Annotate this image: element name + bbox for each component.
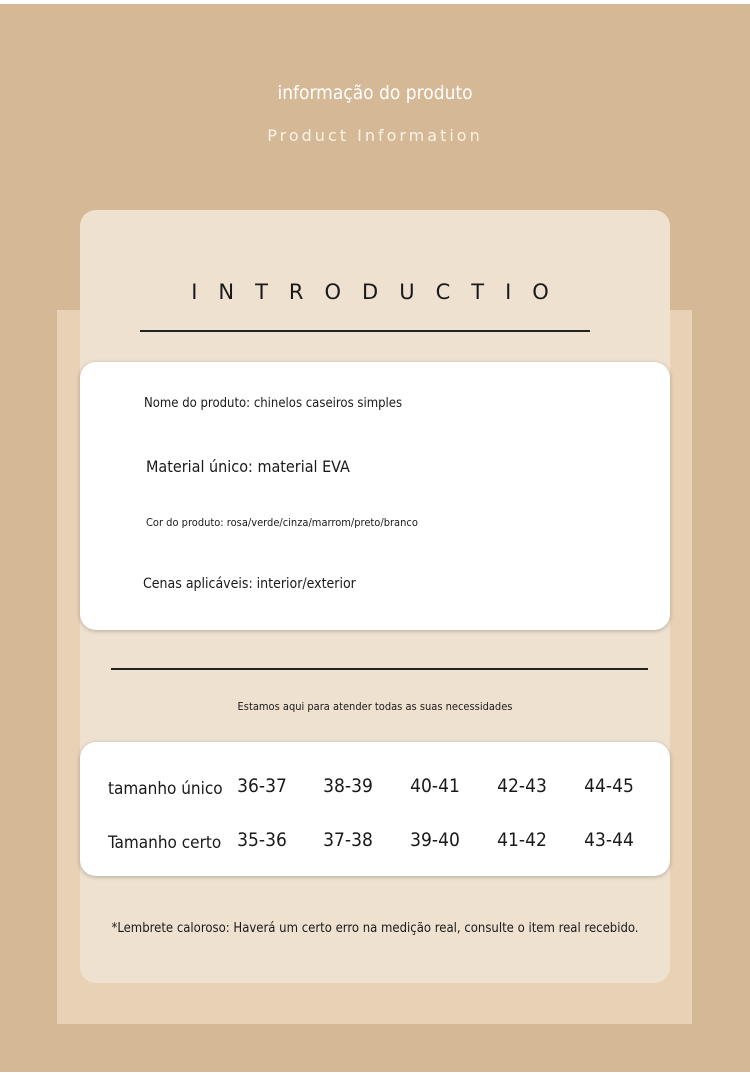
section-divider (111, 668, 648, 670)
title-portuguese: informação do produto (277, 82, 473, 104)
tagline: Estamos aqui para atender todas as suas necessidades (237, 700, 513, 713)
size-cell: 38-39 (323, 775, 373, 797)
size-cell: 40-41 (410, 775, 460, 797)
intro-divider (140, 330, 590, 332)
size-cell: 36-37 (237, 775, 287, 797)
size-cell: 39-40 (410, 829, 460, 851)
title-english: Product Information (267, 126, 483, 145)
product-scenes: Cenas aplicáveis: interior/exterior (143, 576, 356, 592)
size-cell: 35-36 (237, 829, 287, 851)
size-cell: 42-43 (497, 775, 547, 797)
size-table-box (80, 742, 670, 876)
product-name: Nome do produto: chinelos caseiros simples (144, 396, 403, 411)
size-cell: 44-45 (584, 775, 634, 797)
size-row-label: Tamanho certo (108, 833, 222, 853)
warm-reminder-note: *Lembrete caloroso: Haverá um certo erro na medição real, consulte o item real recebido. (111, 921, 639, 936)
size-cell: 41-42 (497, 829, 547, 851)
product-color: Cor do produto: rosa/verde/cinza/marrom/preto/branco (146, 516, 418, 529)
size-row-label: tamanho único (108, 779, 223, 799)
size-cell: 37-38 (323, 829, 373, 851)
size-cell: 43-44 (584, 829, 634, 851)
intro-heading: INTRODUCTIO (191, 280, 570, 304)
product-material: Material único: material EVA (146, 457, 350, 476)
